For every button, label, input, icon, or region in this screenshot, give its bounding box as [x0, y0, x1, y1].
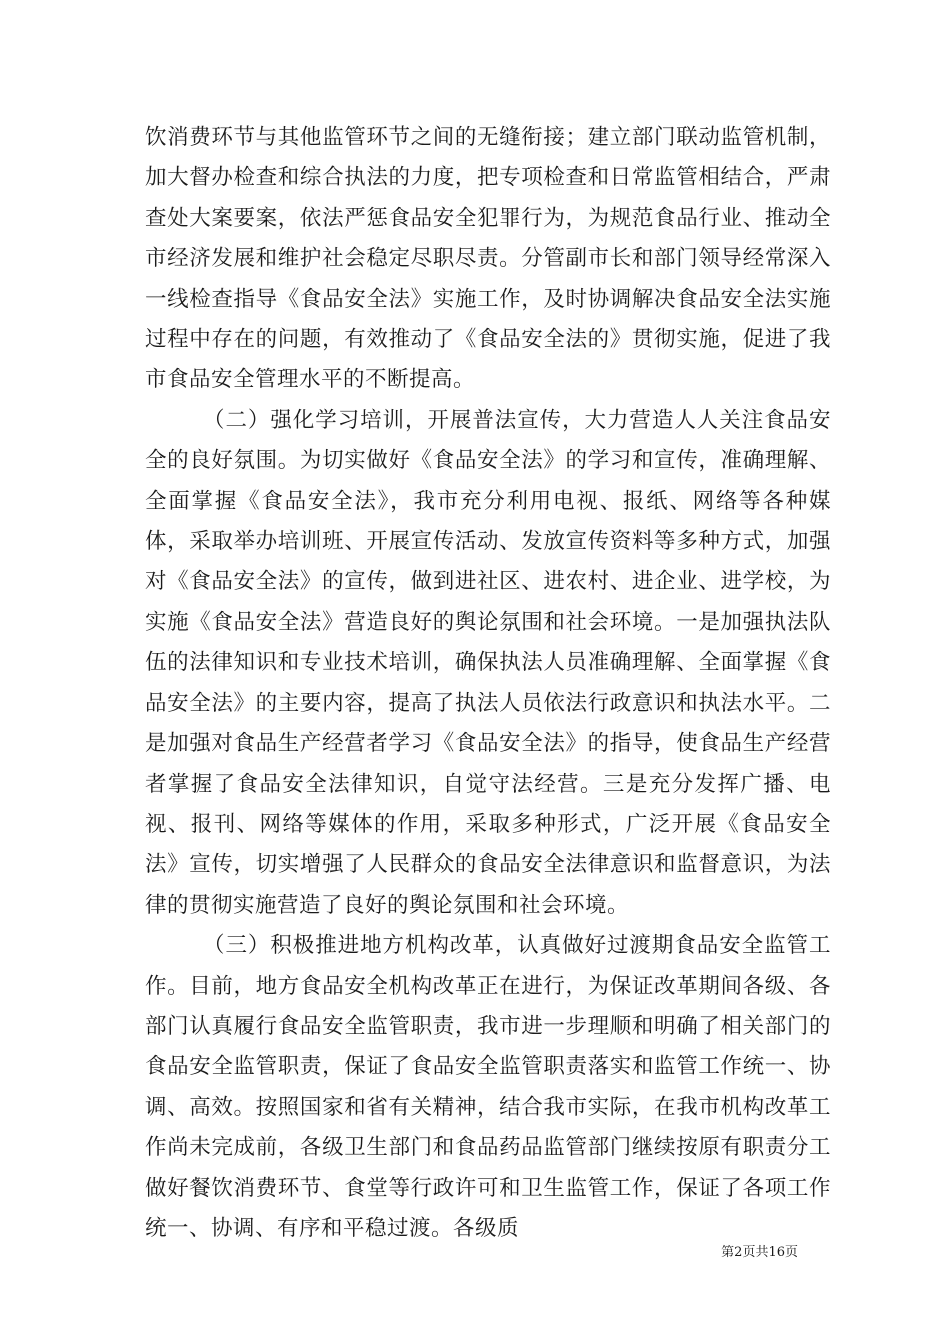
- paragraph-1: 饮消费环节与其他监管环节之间的无缝衔接；建立部门联动监管机制，加大督办检查和综合执法的力度，把专项检查和日常监管相结合，严肃查处大案要案，依法严惩食品安全犯罪行为，为规范食品行业、推动全市经济发展和维护社会稳定尽职尽责。分管副市长和部门领导经常深入一线检查指导《食品安全法》实施工作，及时协调解决食品安全法实施过程中存在的问题，有效推动了《食品安全法的》贯彻实施，促进了我市食品安全管理水平的不断提高。: [145, 125, 831, 393]
- document-body: [145, 118, 831, 1249]
- paragraph-3: （三）积极推进地方机构改革，认真做好过渡期食品安全监管工作。目前，地方食品安全机构改革正在进行，为保证改革期间各级、各部门认真履行食品安全监管职责，我市进一步理顺和明确了相关部门的食品安全监管职责，保证了食品安全监管职责落实和监管工作统一、协调、高效。按照国家和省有关精神，结合我市实际，在我市机构改革工作尚未完成前，各级卫生部门和食品药品监管部门继续按原有职责分工做好餐饮消费环节、食堂等行政许可和卫生监管工作，保证了各项工作统一、协调、有序和平稳过渡。各级质: [145, 933, 831, 1241]
- page-number-footer: 第2页共16页: [721, 1245, 798, 1260]
- paragraph-2: （二）强化学习培训，开展普法宣传，大力营造人人关注食品安全的良好氛围。为切实做好《食品安全法》的学习和宣传，准确理解、全面掌握《食品安全法》，我市充分利用电视、报纸、网络等各种媒体，采取举办培训班、开展宣传活动、发放宣传资料等多种方式，加强对《食品安全法》的宣传，做到进社区、进农村、进企业、进学校，为实施《食品安全法》营造良好的舆论氛围和社会环境。一是加强执法队伍的法律知识和专业技术培训，确保执法人员准确理解、全面掌握《食品安全法》的主要内容，提高了执法人员依法行政意识和执法水平。二是加强对食品生产经营者学习《食品安全法》的指导，使食品生产经营者掌握了食品安全法律知识，自觉守法经营。三是充分发挥广播、电视、报刊、网络等媒体的作用，采取多种形式，广泛开展《食品安全法》宣传，切实增强了人民群众的食品安全法律意识和监督意识，为法律的贯彻实施营造了良好的舆论氛围和社会环境。: [145, 407, 831, 918]
